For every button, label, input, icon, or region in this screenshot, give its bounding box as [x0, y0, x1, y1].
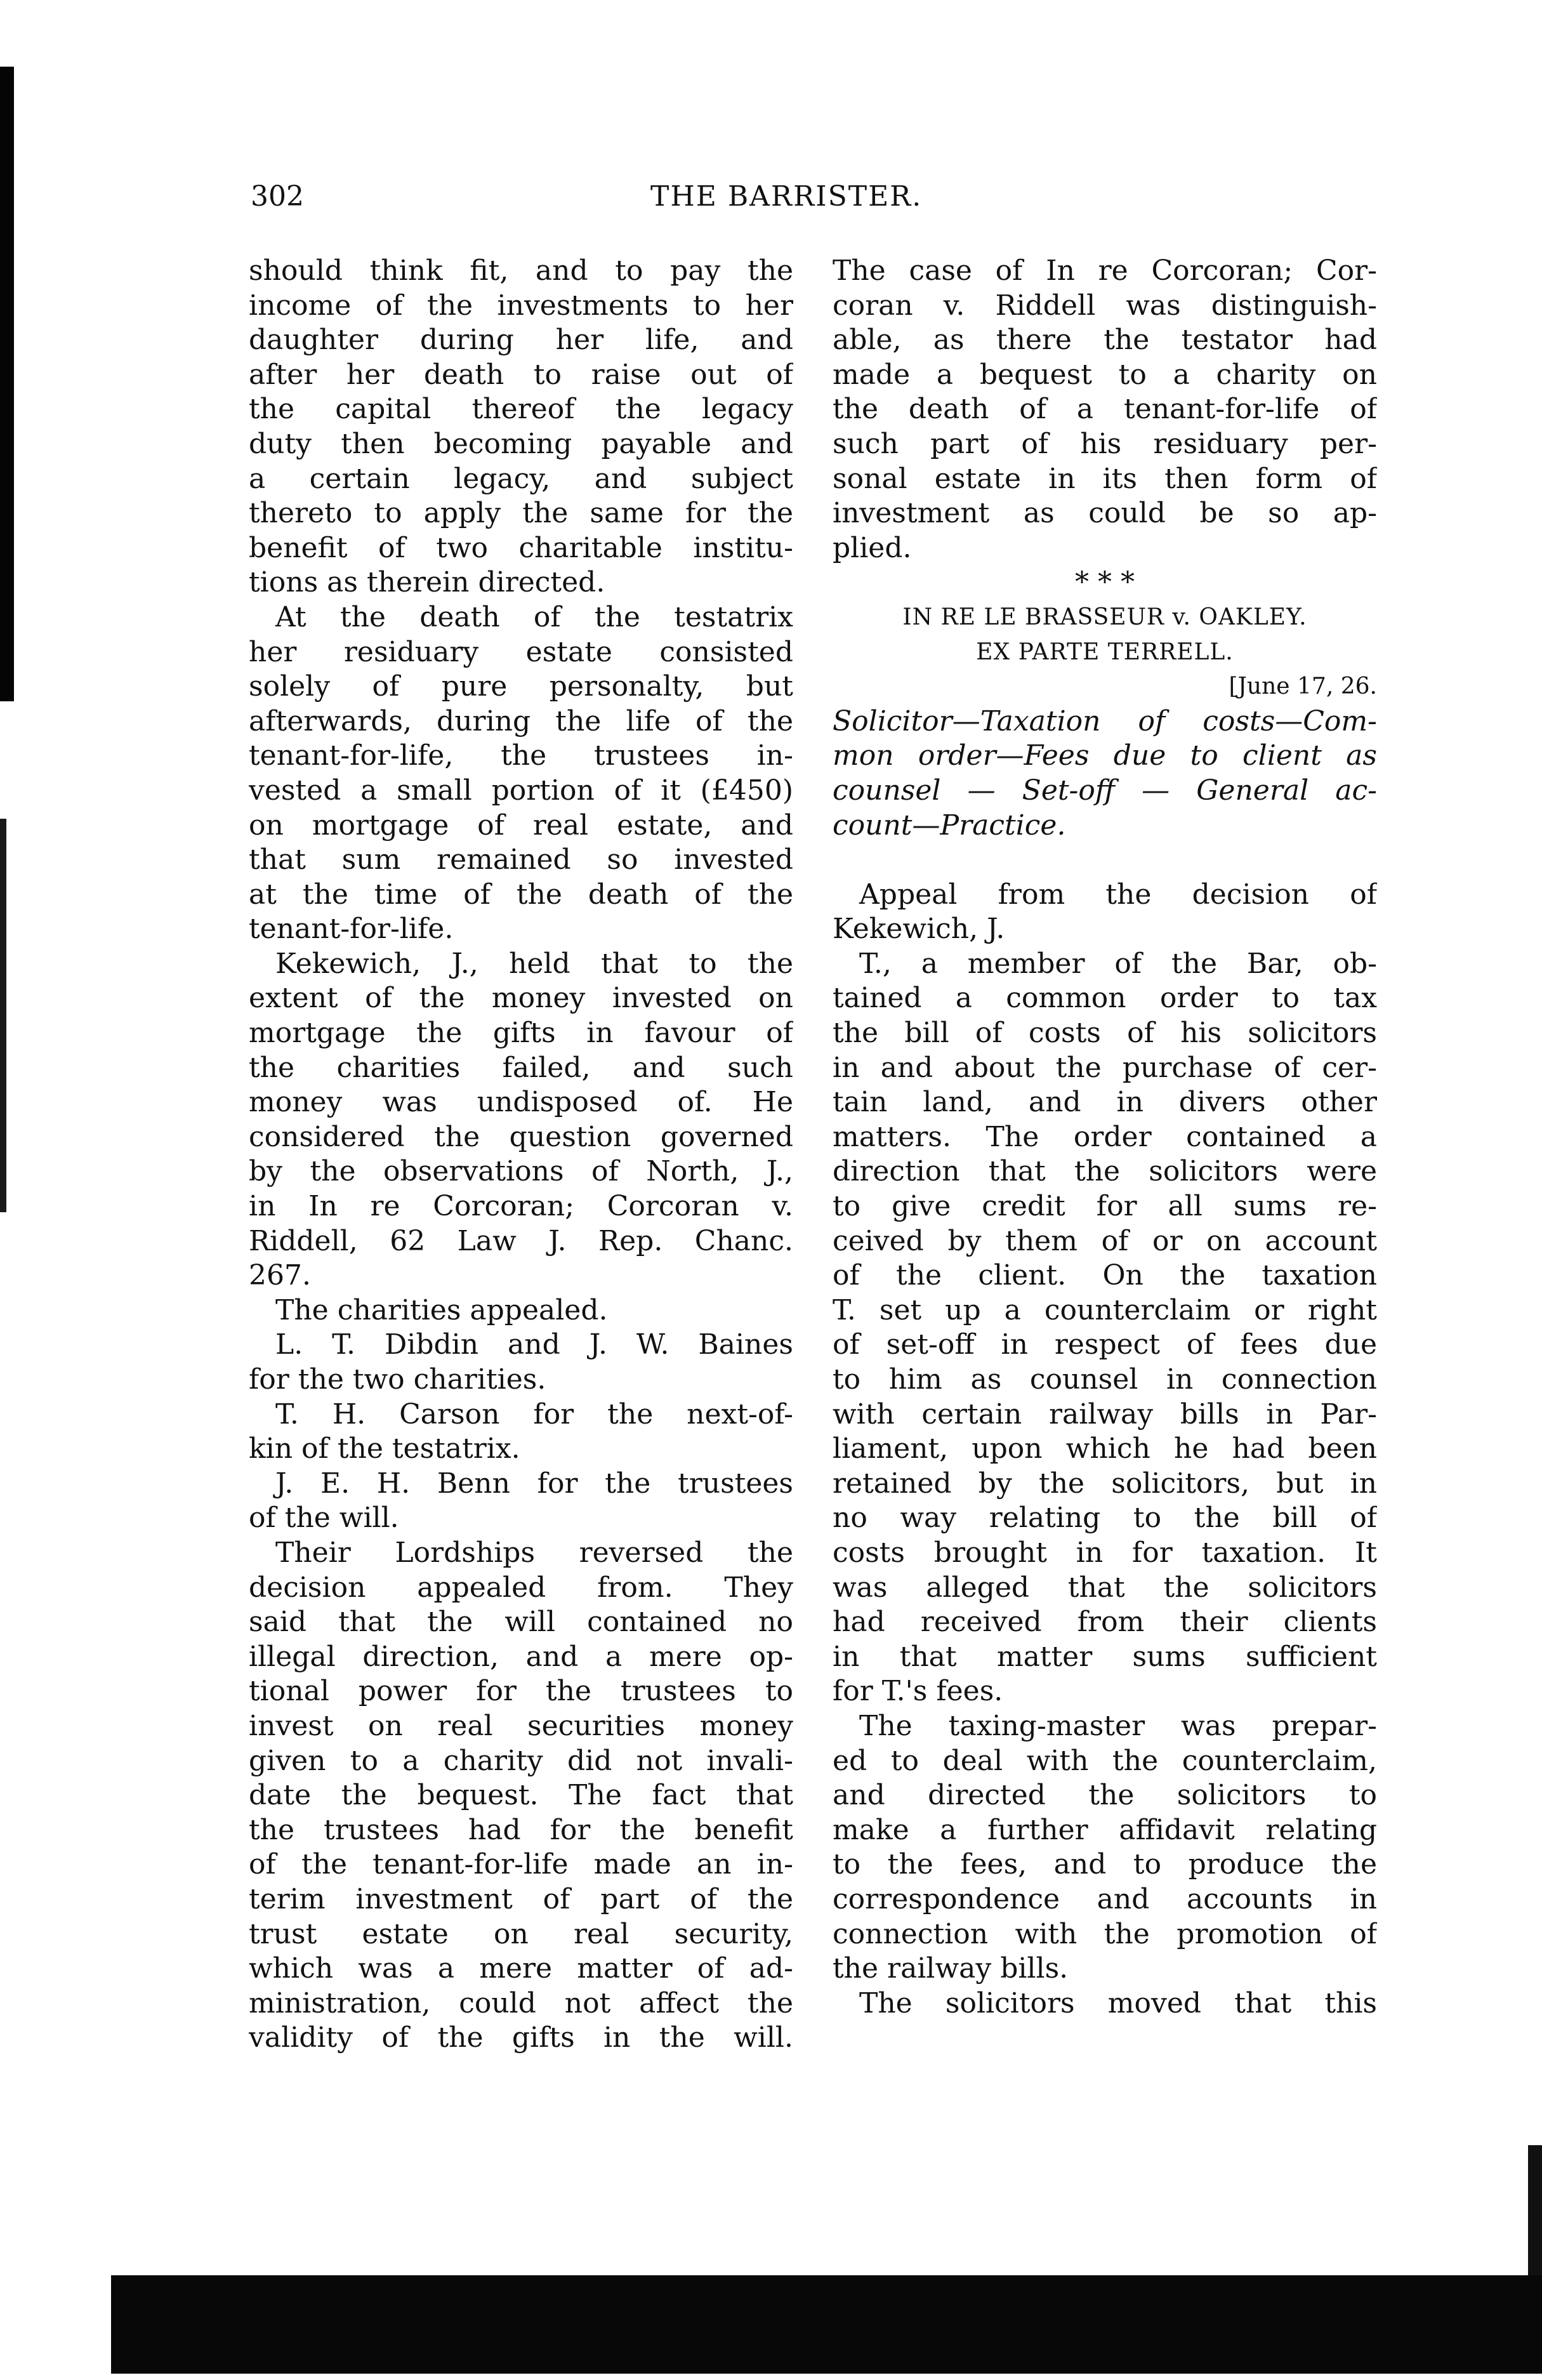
text-line: money was undisposed of. He [249, 1086, 793, 1119]
text-line: vested a small portion of it (£450) [249, 774, 793, 807]
text-line: tenant-for-life. [249, 913, 454, 946]
text-line: which was a mere matter of ad- [249, 1952, 793, 1985]
text-line: invest on real securities money [249, 1709, 793, 1742]
text-line: able, as there the testator had [833, 324, 1377, 357]
text-line: T., a member of the Bar, ob- [859, 947, 1377, 980]
text-line: The taxing-master was prepar- [859, 1709, 1377, 1742]
text-line: extent of the money invested on [249, 982, 793, 1015]
headnote-line: count—Practice. [833, 809, 1066, 842]
text-line: direction that the solicitors were [833, 1155, 1377, 1188]
text-line: no way relating to the bill of [833, 1502, 1377, 1535]
text-line: in and about the purchase of cer- [833, 1051, 1377, 1084]
case-title: IN RE LE BRASSEUR v. OAKLEY. [902, 604, 1307, 630]
text-line: investment as could be so ap- [833, 497, 1377, 530]
text-line: after her death to raise out of [249, 358, 793, 391]
text-line: tions as therein directed. [249, 566, 605, 599]
text-line: ministration, could not affect the [249, 1987, 793, 2020]
text-line: mortgage the gifts in favour of [249, 1017, 793, 1050]
text-line: the death of a tenant-for-life of [833, 393, 1377, 426]
text-line: at the time of the death of the [249, 878, 793, 911]
text-line: matters. The order contained a [833, 1120, 1377, 1153]
text-line: trust estate on real security, [249, 1917, 793, 1950]
text-line: duty then becoming payable and [249, 427, 793, 460]
text-line: 267. [249, 1259, 311, 1292]
text-line: Kekewich, J. [833, 913, 1005, 946]
text-line: T. H. Carson for the next-of- [275, 1398, 793, 1431]
text-line: ed to deal with the counterclaim, [833, 1744, 1377, 1777]
headnote-line: counsel — Set-off — General ac- [833, 774, 1377, 807]
headnote-line: Solicitor—Taxation of costs—Com- [833, 704, 1377, 737]
scan-edge-shadow [0, 67, 14, 701]
text-line: tional power for the trustees to [249, 1675, 793, 1708]
text-line: of set-off in respect of fees due [833, 1328, 1377, 1361]
text-line: her residuary estate consisted [249, 635, 793, 668]
text-line: the bill of costs of his solicitors [833, 1017, 1377, 1050]
headnote-line: mon order—Fees due to client as [833, 739, 1377, 772]
text-line: for the two charities. [249, 1363, 546, 1396]
text-line: the charities failed, and such [249, 1051, 793, 1084]
text-line: that sum remained so invested [249, 843, 793, 876]
text-line: Their Lordships reversed the [275, 1536, 793, 1569]
text-line: J. E. H. Benn for the trustees [275, 1467, 793, 1500]
text-line: in In re Corcoran; Corcoran v. [249, 1190, 793, 1223]
text-line: retained by the solicitors, but in [833, 1467, 1377, 1500]
scan-edge-shadow [1528, 2145, 1542, 2291]
text-line: income of the investments to her [249, 289, 793, 322]
text-line: the capital thereof the legacy [249, 393, 793, 426]
text-line: coran v. Riddell was distinguish- [833, 289, 1377, 322]
text-line: to the fees, and to produce the [833, 1848, 1377, 1881]
text-line: tenant-for-life, the trustees in- [249, 739, 793, 772]
text-line: ceived by them of or on account [833, 1224, 1377, 1257]
text-line: was alleged that the solicitors [833, 1571, 1377, 1604]
left-column [249, 254, 793, 2056]
text-line: tain land, and in divers other [833, 1086, 1377, 1119]
text-line: terim investment of part of the [249, 1882, 793, 1915]
text-line: on mortgage of real estate, and [249, 809, 793, 842]
scan-bottom-shadow [111, 2275, 1542, 2374]
text-line: benefit of two charitable institu- [249, 531, 793, 564]
text-line: afterwards, during the life of the [249, 704, 793, 737]
text-line: illegal direction, and a mere op- [249, 1640, 793, 1673]
text-line: The charities appealed. [275, 1293, 608, 1326]
text-line: daughter during her life, and [249, 324, 793, 357]
text-line: to him as counsel in connection [833, 1363, 1377, 1396]
text-line: made a bequest to a charity on [833, 358, 1377, 391]
text-line: At the death of the testatrix [275, 600, 793, 633]
text-line: Appeal from the decision of [859, 878, 1377, 911]
case-date: [June 17, 26. [1229, 673, 1377, 700]
text-line: should think fit, and to pay the [249, 255, 793, 287]
text-line: The solicitors moved that this [859, 1987, 1377, 2020]
page-header [251, 178, 1374, 222]
section-separator: * * * [1075, 566, 1135, 599]
text-line: and directed the solicitors to [833, 1779, 1377, 1812]
text-line: a certain legacy, and subject [249, 462, 793, 495]
text-line: make a further affidavit relating [833, 1813, 1377, 1846]
text-line: given to a charity did not invali- [249, 1744, 793, 1777]
text-line: date the bequest. The fact that [249, 1779, 793, 1812]
text-line: Riddell, 62 Law J. Rep. Chanc. [249, 1224, 793, 1257]
text-line: with certain railway bills in Par- [833, 1398, 1377, 1431]
text-line: liament, upon which he had been [833, 1432, 1377, 1465]
text-line: T. set up a counterclaim or right [833, 1293, 1377, 1326]
text-line: L. T. Dibdin and J. W. Baines [275, 1328, 793, 1361]
text-line: costs brought in for taxation. It [833, 1536, 1377, 1569]
text-line: decision appealed from. They [249, 1571, 793, 1604]
page-number: 302 [251, 180, 304, 213]
text-line: of the tenant-for-life made an in- [249, 1848, 793, 1881]
text-line: of the will. [249, 1502, 399, 1535]
scan-edge-shadow [0, 819, 6, 1212]
text-line: solely of pure personalty, but [249, 670, 793, 703]
text-line: sonal estate in its then form of [833, 462, 1377, 495]
case-subtitle: EX PARTE TERRELL. [976, 638, 1234, 665]
text-line: plied. [833, 531, 912, 564]
text-line: correspondence and accounts in [833, 1882, 1377, 1915]
text-line: said that the will contained no [249, 1606, 793, 1639]
text-line: the trustees had for the benefit [249, 1813, 793, 1846]
text-line: The case of In re Corcoran; Cor- [833, 255, 1377, 287]
text-line: Kekewich, J., held that to the [275, 947, 793, 980]
text-line: by the observations of North, J., [249, 1155, 793, 1188]
spacer [833, 843, 1377, 878]
text-line: connection with the promotion of [833, 1917, 1377, 1950]
text-line: such part of his residuary per- [833, 427, 1377, 460]
text-line: in that matter sums sufficient [833, 1640, 1377, 1673]
text-line: had received from their clients [833, 1606, 1377, 1639]
text-line: tained a common order to tax [833, 982, 1377, 1015]
running-head: THE BARRISTER. [650, 180, 923, 213]
text-line: the railway bills. [833, 1952, 1069, 1985]
text-line: of the client. On the taxation [833, 1259, 1377, 1292]
text-line: thereto to apply the same for the [249, 497, 793, 530]
text-line: considered the question governed [249, 1120, 793, 1153]
text-line: validity of the gifts in the will. [249, 2021, 793, 2054]
text-line: kin of the testatrix. [249, 1432, 520, 1465]
right-column [833, 254, 1377, 2021]
text-line: for T.'s fees. [833, 1675, 1003, 1708]
text-line: to give credit for all sums re- [833, 1190, 1377, 1223]
